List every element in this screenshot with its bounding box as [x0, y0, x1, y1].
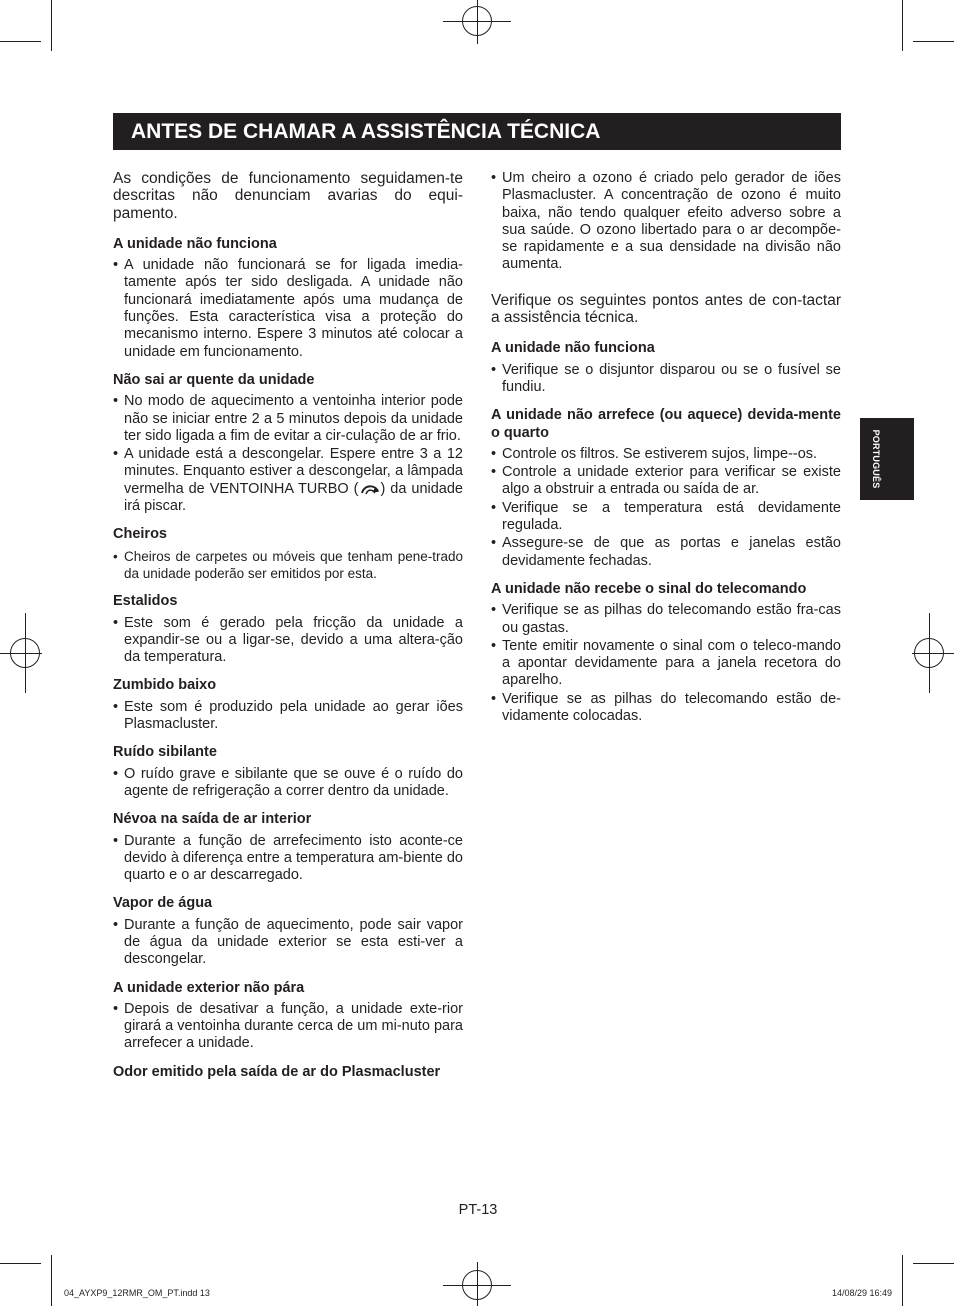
crop-mark: [902, 1255, 903, 1306]
list-item: • Depois de desativar a função, a unidade exte-rior girará a ventoinha durante cerca de um mi-nuto para arrefecer a unidade.: [113, 1001, 463, 1053]
list-item: • Controle os filtros. Se estiverem sujos, limpe--os.: [491, 446, 841, 463]
section-heading: A unidade não funciona: [113, 235, 277, 252]
crop-mark: [902, 0, 903, 51]
section: [113, 526, 463, 582]
section-heading: Cheiros: [113, 526, 167, 543]
crop-mark: [0, 41, 41, 42]
section-heading: Não sai ar quente da unidade: [113, 371, 315, 388]
registration-line: [25, 613, 26, 693]
intro-text: As condições de funcionamento seguidamen-te descritas não denunciam avarias do equi-pamento.: [113, 170, 463, 222]
section-heading: A unidade não funciona: [491, 340, 655, 357]
list-item: • Este som é gerado pela fricção da unidade a expandir-se ou a ligar-se, devido a uma altera-ção da temperatura.: [113, 615, 463, 667]
registration-line: [477, 1262, 478, 1306]
list-item: • A unidade não funcionará se for ligada imedia-tamente após ter sido desligada. A unidade não funcionará imediatamente após uma mudança de funções. Esta característica visa a proteção do mecanismo interno. Espere 3 minutos até colocar a unidade em funcionamento.: [113, 257, 463, 361]
section-heading: A unidade não recebe o sinal do telecomando: [491, 580, 807, 597]
list-item: • Verifique se as pilhas do telecomando estão fra-cas ou gastas.: [491, 602, 841, 637]
file-slug: 04_AYXP9_12RMR_OM_PT.indd 13: [64, 1288, 210, 1298]
page-number: PT-13: [458, 1202, 498, 1218]
registration-line: [477, 0, 478, 44]
section-heading: A unidade exterior não pára: [113, 979, 305, 996]
list-item: [113, 446, 463, 515]
crop-mark: [913, 1263, 954, 1264]
section-heading: Ruído sibilante: [113, 744, 217, 761]
page-title: ANTES DE CHAMAR A ASSISTÊNCIA TÉCNICA: [113, 113, 841, 150]
section: [491, 407, 841, 570]
list-item: • Este som é produzido pela unidade ao gerar iões Plasmacluster.: [113, 699, 463, 734]
turbo-fan-icon: [360, 482, 380, 496]
date-slug: 14/08/29 16:49: [832, 1288, 893, 1298]
list-item: • Um cheiro a ozono é criado pelo gerador de iões Plasmacluster. A concentração de ozono é muito baixa, não tendo qualquer efeito adverso sobre a sua saúde. O ozono libertado para o ar decompõe-se rapidamente e a sua densidade na divisão não aumenta.: [491, 170, 841, 274]
section: [491, 581, 841, 725]
registration-line: [912, 653, 954, 654]
list-item: • Controle a unidade exterior para verificar se existe algo a obstruir a entrada ou saída de ar.: [491, 464, 841, 499]
section: [113, 895, 463, 968]
section: [491, 340, 841, 396]
section: [113, 593, 463, 666]
list-item: • Durante a função de arrefecimento isto aconte-ce devido à diferença entre a temperatura am-biente do quarto e o ar descarregado.: [113, 833, 463, 885]
list-item-text: ) da unidade irá piscar.: [124, 480, 464, 515]
section-heading: Odor emitido pela saída de ar do Plasmacluster: [113, 1063, 441, 1080]
intro-text: Verifique os seguintes pontos antes de con-tactar a assistência técnica.: [491, 291, 841, 327]
list-item: • O ruído grave e sibilante que se ouve é o ruído do agente de refrigeração a correr dentro da unidade.: [113, 766, 463, 801]
list-item: • Cheiros de carpetes ou móveis que tenham pene-trado da unidade poderão ser emitidos por esta.: [113, 548, 463, 583]
crop-mark: [51, 1255, 52, 1306]
list-item: • Assegure-se de que as portas e janelas estão devidamente fechadas.: [491, 535, 841, 570]
crop-mark: [51, 0, 52, 51]
section: [113, 236, 463, 361]
crop-mark: [0, 1263, 41, 1264]
list-item: • Verifique se as pilhas do telecomando estão de-vidamente colocadas.: [491, 691, 841, 726]
section: [113, 1064, 463, 1081]
section-heading: Estalidos: [113, 593, 178, 610]
left-column: [113, 170, 463, 1092]
section-heading: Vapor de água: [113, 895, 213, 912]
section-heading: Névoa na saída de ar interior: [113, 811, 312, 828]
section: [113, 744, 463, 800]
list-item: • Durante a função de aquecimento, pode sair vapor de água da unidade exterior se esta esti-ver a descongelar.: [113, 917, 463, 969]
crop-mark: [913, 41, 954, 42]
list-item-text: A unidade está a descongelar. Espere entre 3 a 12 minutes. Enquanto estiver a descongelar, a lâmpada vermelha de VENTOINHA TURBO (: [124, 446, 463, 497]
right-column: [491, 170, 841, 736]
list-item: • Verifique se o disjuntor disparou ou se o fusível se fundiu.: [491, 362, 841, 397]
language-tab-label: PORTUGUÊS: [871, 429, 881, 489]
language-tab: [860, 418, 914, 500]
list-item: • Verifique se a temperatura está devidamente regulada.: [491, 500, 841, 535]
section-heading: Zumbido baixo: [113, 677, 217, 694]
registration-line: [929, 613, 930, 693]
list-item: • Tente emitir novamente o sinal com o teleco-mando a apontar devidamente para a janela recetora do aparelho.: [491, 638, 841, 690]
registration-line: [0, 653, 42, 654]
section-heading: A unidade não arrefece (ou aquece) devida-mente o quarto: [491, 407, 841, 441]
section: [113, 372, 463, 515]
section: [113, 677, 463, 733]
list-item: • No modo de aquecimento a ventoinha interior pode não se iniciar entre 2 a 5 minutos depois da unidade ter sido ligada a fim de evitar a cir-culação de ar frio.: [113, 393, 463, 445]
section: [113, 811, 463, 884]
section: [113, 980, 463, 1053]
